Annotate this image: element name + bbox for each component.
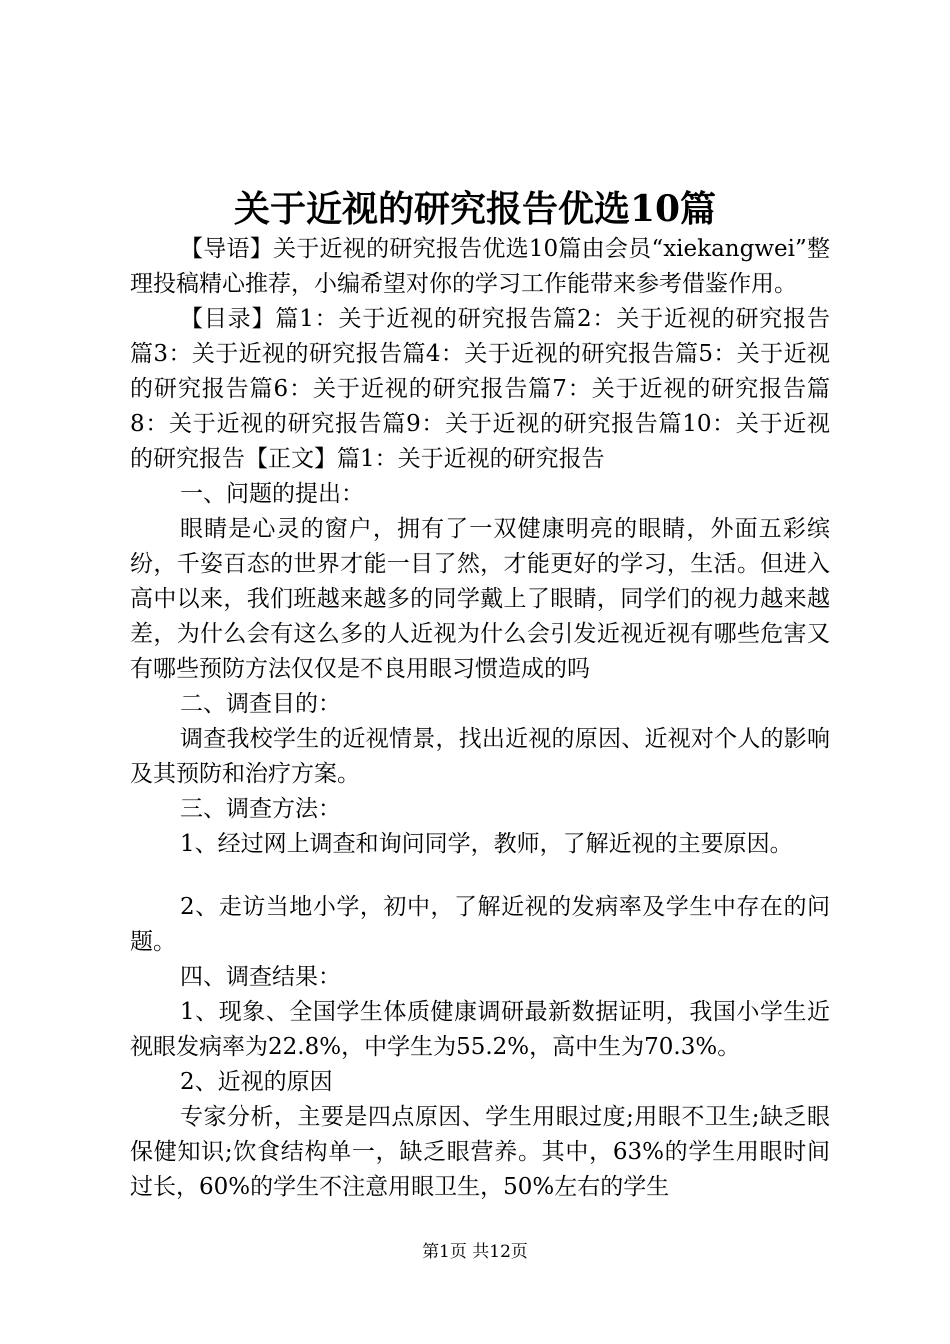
results-item-2-heading: 2、近视的原因 bbox=[180, 1069, 333, 1095]
intro-paragraph: 【导语】关于近视的研究报告优选10篇由会员“xiekangwei”整理投稿精心推荐，小编希望对你的学习工作能带来参考借鉴作用。 bbox=[130, 236, 830, 297]
document-body bbox=[130, 232, 830, 1205]
section-body-problem: 眼睛是心灵的窗户，拥有了一双健康明亮的眼睛，外面五彩缤纷，千姿百态的世界才能一目了然，才能更好的学习，生活。但进入高中以来，我们班越来越多的同学戴上了眼睛，同学们的视力越来越差，为什么会有这么多的人近视为什么会引发近视近视有哪些危害又有哪些预防方法仅仅是不良用眼习惯造成的吗 bbox=[130, 516, 830, 682]
page-footer: 第1页 共12页 bbox=[422, 1242, 528, 1262]
section-heading-problem: 一、问题的提出： bbox=[180, 481, 364, 507]
document-title: 关于近视的研究报告优选10篇 bbox=[233, 188, 717, 230]
results-item-1: 1、现象、全国学生体质健康调研最新数据证明，我国小学生近视眼发病率为22.8%，中学生为55.2%，高中生为70.3%。 bbox=[130, 999, 830, 1060]
results-item-2-body: 专家分析，主要是四点原因、学生用眼过度;用眼不卫生;缺乏眼保健知识;饮食结构单一，缺乏眼营养。其中，63%的学生用眼时间过长，60%的学生不注意用眼卫生，50%左右的学生 bbox=[130, 1104, 830, 1200]
section-body-purpose: 调查我校学生的近视情景，找出近视的原因、近视对个人的影响及其预防和治疗方案。 bbox=[130, 726, 830, 787]
section-heading-purpose: 二、调查目的： bbox=[180, 691, 341, 717]
paragraph-gap bbox=[130, 862, 830, 890]
section-heading-method: 三、调查方法： bbox=[180, 796, 341, 822]
section-heading-results: 四、调查结果： bbox=[180, 964, 341, 990]
toc-paragraph: 【目录】篇1：关于近视的研究报告篇2：关于近视的研究报告篇3：关于近视的研究报告篇4：关于近视的研究报告篇5：关于近视的研究报告篇6：关于近视的研究报告篇7：关于近视的研究报告篇8：关于近视的研究报告篇9：关于近视的研究报告篇10：关于近视的研究报告【正文】篇1：关于近视的研究报告 bbox=[130, 306, 830, 472]
method-item-1: 1、经过网上调查和询问同学，教师，了解近视的主要原因。 bbox=[180, 831, 793, 857]
method-item-2: 2、走访当地小学，初中，了解近视的发病率及学生中存在的问题。 bbox=[130, 894, 830, 955]
